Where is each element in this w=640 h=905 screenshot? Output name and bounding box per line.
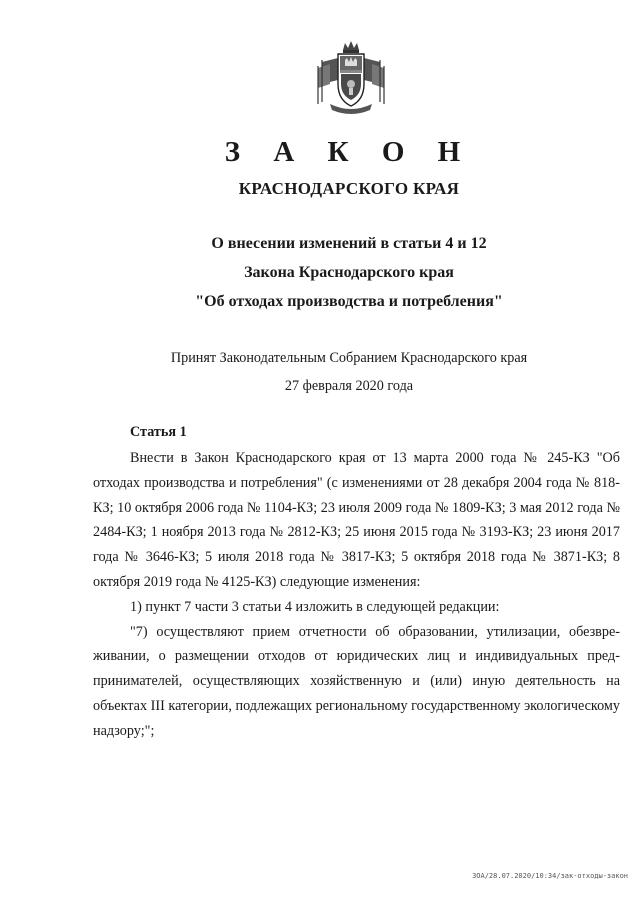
article-title: Статья 1 [130, 424, 187, 440]
region-heading: КРАСНОДАРСКОГО КРАЯ [238, 179, 460, 198]
adoption-line: Принят Законодательным Собранием Краснодарского края [170, 350, 528, 366]
article-body [93, 446, 620, 744]
krasnodar-coat-of-arms-icon [316, 40, 386, 118]
body-paragraph: 1) пункт 7 части 3 статьи 4 изложить в следующей редакции: [130, 598, 500, 615]
body-paragraph: Внести в Закон Краснодарского края от 13 марта 2000 года № 245-КЗ "Об отходах производства и потребления" (с изменениями от 28 декабря 2004 года № 818-КЗ; 10 октября 2006 года № 1104-КЗ; 23 июля 2009 года № 1809-КЗ; 3 мая 2012 года № 2484-КЗ; 1 ноября 2013 года № 2812-КЗ; 25 июня 2015 года № 3193-КЗ; 23 июня 2017 года № 3646-КЗ; 5 июля 2018 года № 3817-КЗ; 5 октября 2018 года № 3871-КЗ; 8 октября 2019 года № 4125-КЗ) следующие изменения: [93, 450, 620, 590]
law-title [0, 229, 640, 316]
body-paragraph: "7) осуществляют прием отчетности об образовании, утилизации, обезвреживании, о размещении отходов от юридических лиц и индивидуальных предпринимателей, осуществляющих хозяйственную и (или) иную деятельность на объектах III категории, подлежащих региональному государственному экологическому надзору;"; [93, 623, 620, 739]
law-title-line: Закона Краснодарского края [244, 264, 454, 281]
adoption-date: 27 февраля 2020 года [284, 378, 414, 394]
law-heading: З А К О Н [224, 136, 474, 168]
adoption-note [0, 344, 640, 400]
law-title-line: "Об отходах производства и потребления" [195, 293, 503, 310]
law-title-line: О внесении изменений в статьи 4 и 12 [211, 235, 487, 252]
file-reference-mark: ЗОА/28.07.2020/10:34/зак-отходы-закон [472, 872, 628, 880]
